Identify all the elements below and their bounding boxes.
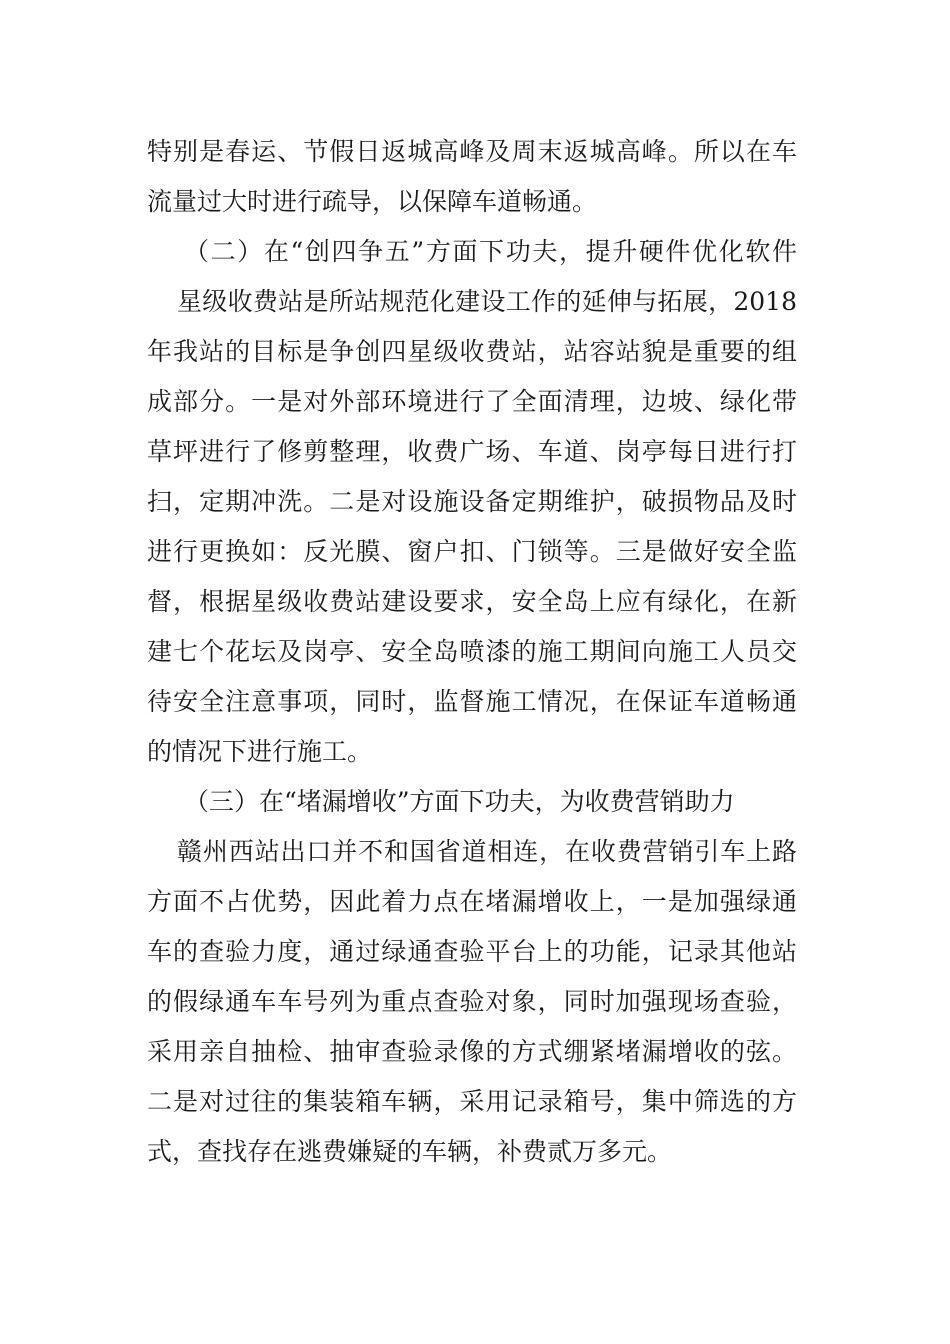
text-line: 车的查验力度，通过绿通查验平台上的功能，记录其他站 <box>147 937 797 966</box>
text-line: 的情况下进行施工。 <box>147 737 373 766</box>
text-line: 扫，定期冲洗。二是对设施设备定期维护，破损物品及时 <box>147 487 797 516</box>
text-line: 进行更换如：反光膜、窗户扣、门锁等。三是做好安全监 <box>147 537 797 566</box>
text-line: 建七个花坛及岗亭、安全岛喷漆的施工期间向施工人员交 <box>147 637 797 666</box>
text-line: 待安全注意事项，同时，监督施工情况，在保证车道畅通 <box>147 687 797 716</box>
text-line: 年我站的目标是争创四星级收费站，站容站貌是重要的组 <box>147 337 797 366</box>
text-line: 赣州西站出口并不和国省道相连，在收费营销引车上路 <box>177 837 797 866</box>
text-line: 采用亲自抽检、抽审查验录像的方式绷紧堵漏增收的弦。 <box>147 1037 797 1066</box>
text-line: 星级收费站是所站规范化建设工作的延伸与拓展，2018 <box>177 287 797 316</box>
text-line: 式，查找存在逃费嫌疑的车辆，补费贰万多元。 <box>147 1137 673 1166</box>
text-line: 成部分。一是对外部环境进行了全面清理，边坡、绿化带 <box>147 387 797 416</box>
text-line: 特别是春运、节假日返城高峰及周末返城高峰。所以在车 <box>147 137 797 166</box>
text-line: 督，根据星级收费站建设要求，安全岛上应有绿化，在新 <box>147 587 797 616</box>
text-line: 方面不占优势，因此着力点在堵漏增收上，一是加强绿通 <box>147 887 797 916</box>
text-line: 二是对过往的集装箱车辆，采用记录箱号，集中筛选的方 <box>147 1087 797 1116</box>
text-line: 草坪进行了修剪整理，收费广场、车道、岗亭每日进行打 <box>147 437 797 466</box>
section-heading-2: （二）在“创四争五”方面下功夫，提升硬件优化软件 <box>184 237 797 266</box>
section-heading-3: （三）在“堵漏增收”方面下功夫，为收费营销助力 <box>184 787 735 816</box>
text-line: 流量过大时进行疏导，以保障车道畅通。 <box>147 187 598 216</box>
document-body <box>147 127 797 1177</box>
text-line: 的假绿通车车号列为重点查验对象，同时加强现场查验， <box>147 987 797 1016</box>
